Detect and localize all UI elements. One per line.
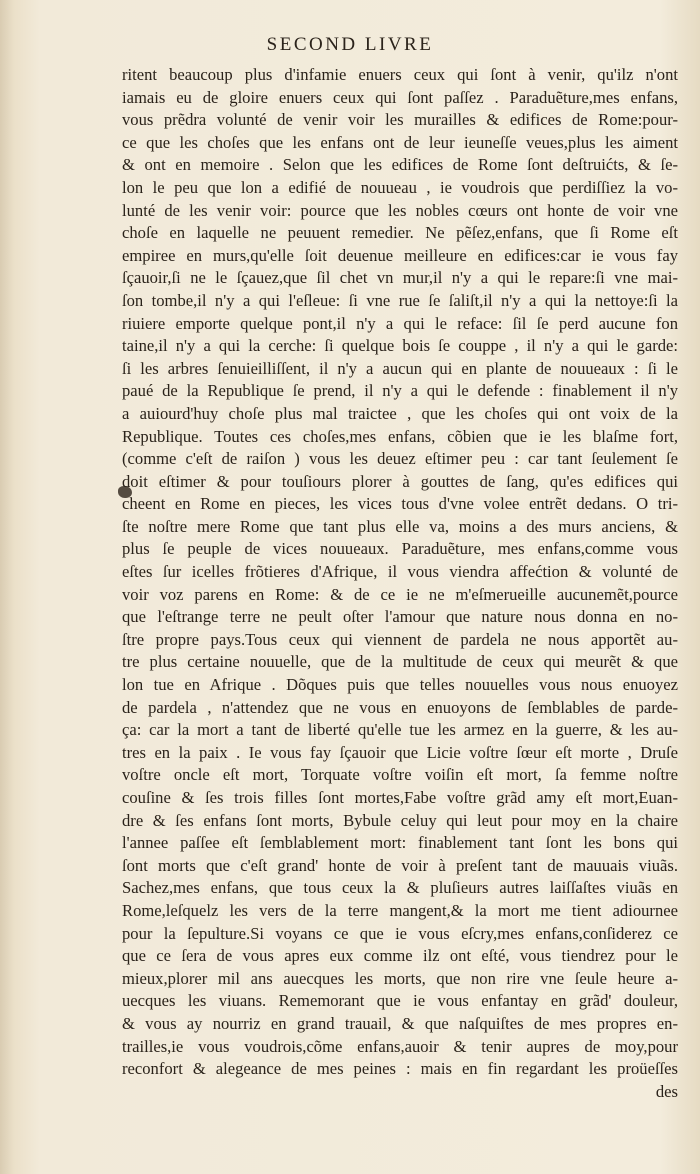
text-line: Sachez,mes enfans, que tous ceux la & pluſieurs autres laiſſaſtes viuãs en (122, 878, 678, 898)
text-line: ſont morts que c'eſt grand' honte de voir à preſent tant de mauuais viuãs. (122, 855, 678, 875)
text-line: ritent beaucoup plus d'infamie enuers ceux qui ſont à venir, qu'ilz n'ont (122, 65, 678, 84)
text-line: ce que les choſes que les enfans ont de leur ieuneſſe veues,plus les aiment (122, 132, 678, 152)
text-line: mieux,plorer mil ans auecques les morts, que non rire vne ſeule heure a- (122, 968, 678, 988)
text-line: trailles,ie vous voudrois,cõme enfans,auoir & tenir aupres de moy,pour (122, 1036, 678, 1056)
text-line: paué de la Republique ſe prend, il n'y a qui le defende : finablement il n'y (122, 381, 678, 401)
text-line: l'annee paſſee eſt ſemblablement mort: finablement tant ſont les bons qui (122, 833, 678, 853)
text-line: iamais eu de gloire enuers ceux qui ſont paſſez . Paraduẽture,mes enfans, (122, 87, 678, 107)
text-line: doit eſtimer & pour touſiours plorer à gouttes de ſang, qu'es edifices qui (122, 471, 678, 491)
text-line: vous prẽdra volunté de venir voir les murailles & edifices de Rome:pour- (122, 110, 678, 130)
text-line: couſine & ſes trois filles ſont mortes,Fabe voſtre grãd amy eſt mort,Euan- (122, 788, 678, 807)
body-text (122, 64, 678, 1103)
text-line: que l'eſtrange terre ne peult oſter l'amour que nature nous donna en no- (122, 607, 678, 627)
text-line: que ce ſera de vous apres eux comme ilz ont eſté, vous tiendrez pour le (122, 946, 678, 966)
text-line: de pardela , n'attendez que ne vous en enuoyons de ſemblables de parde- (122, 697, 678, 717)
text-line: tres en la paix . Ie vous fay ſçauoir que Licie voſtre ſœur eſt morte , Druſe (122, 742, 678, 762)
text-line: eſtes ſur icelles frõtieres d'Afrique, il vous viendra affećtion & volunté de (122, 562, 678, 582)
text-line: plus ſe peuple de vices nouueaux. Paraduẽture, mes enfans,comme vous (122, 539, 678, 559)
text-line: lunté de les venir voir: pource que les nobles cœurs ont honte de voir vne (122, 200, 678, 220)
text-line: a auiourd'huy choſe plus mal traictee , que les choſes qui ont voix de la (122, 403, 678, 423)
text-line: & vous ay nourriz en grand trauail, & que naſquiſtes de mes propres en- (122, 1013, 678, 1033)
text-line: ſçauoir,ſi ne le ſçauez,que ſil chet vn mur,il n'y a qui le repare:ſi vne mai- (122, 268, 678, 288)
text-line: ça: car la mort a tant de liberté qu'elle tue les armez en la guerre, & les au- (122, 720, 678, 740)
text-line: ſte noſtre mere Rome que tant plus elle va, moins a des murs anciens, & (122, 516, 678, 536)
text-line: lon le peu que lon a edifié de nouueau , ie voudrois que perdiſſiez la vo- (122, 177, 678, 197)
text-line: ſi les arbres ſenuieilliſſent, il n'y a aucun qui en plante de nouueaux : ſi le (122, 358, 678, 378)
text-line: voſtre oncle eſt mort, Torquate voſtre voiſin eſt mort, ſa femme noſtre (122, 765, 678, 785)
text-line: pour la ſepulture.Si voyans ce que ie vous eſcry,mes enfans,conſiderez ce (122, 923, 678, 943)
text-line: uecques les viuans. Rememorant que ie vous enfantay en grãd' douleur, (122, 991, 678, 1011)
text-line: riuiere emporte quelque pont,il n'y a qui le reface: ſil ſe perd aucune fon (122, 313, 678, 333)
text-line: ſon tombe,il n'y a qui l'eſleue: ſi vne rue ſe ſaliſt,il n'y a qui la nettoye:ſi la (122, 290, 678, 310)
text-line: cheent en Rome en pieces, les vices tous d'vne volee entrẽt dedans. O tri- (122, 494, 678, 514)
text-line: lon tue en Afrique . Dõques puis que telles nouuelles vous nous enuoyez (122, 675, 678, 695)
text-line: choſe en laquelle ne peuuent remedier. Ne pẽſez,enfans, que ſi Rome eſt (122, 223, 678, 243)
catchword: des (655, 1081, 678, 1101)
text-line: Republique. Toutes ces choſes,mes enfans, cõbien que ie les blaſme fort, (122, 426, 678, 446)
text-line: dre & ſes enfans ſont morts, Bybule celuy qui leut pour moy en la chaire (122, 810, 678, 830)
text-line: reconfort & alegeance de mes peines : mais en fin regardant les proüeſſes (122, 1059, 678, 1079)
text-line: empiree en murs,qu'elle ſoit deuenue meilleure en edifices:car ie vous fay (122, 245, 678, 265)
text-line: & ont en memoire . Selon que les edifices de Rome ſont deſtruićts, & ſe- (122, 155, 678, 175)
text-line: ſtre propre pays.Tous ceux qui viennent de pardela ne nous apportẽt au- (122, 629, 678, 649)
text-line: taine,il n'y a qui la cerche: ſi quelque bois ſe couppe , il n'y a qui le garde: (122, 336, 678, 356)
text-line: tre plus certaine nouuelle, que de la multitude de ceux qui meurẽt & que (122, 652, 678, 672)
text-line: voir voz parens en Rome: & de ce ie ne m'eſmerueille aucunemẽt,pource (122, 584, 678, 604)
running-header: SECOND LIVRE (266, 34, 434, 55)
text-line: Rome,leſquelz les vers de la terre mangent,& la mort me tient adiournee (122, 900, 678, 920)
text-line: (comme c'eſt de raiſon ) vous les deuez eſtimer peu : car tant ſeulement ſe (122, 449, 678, 469)
